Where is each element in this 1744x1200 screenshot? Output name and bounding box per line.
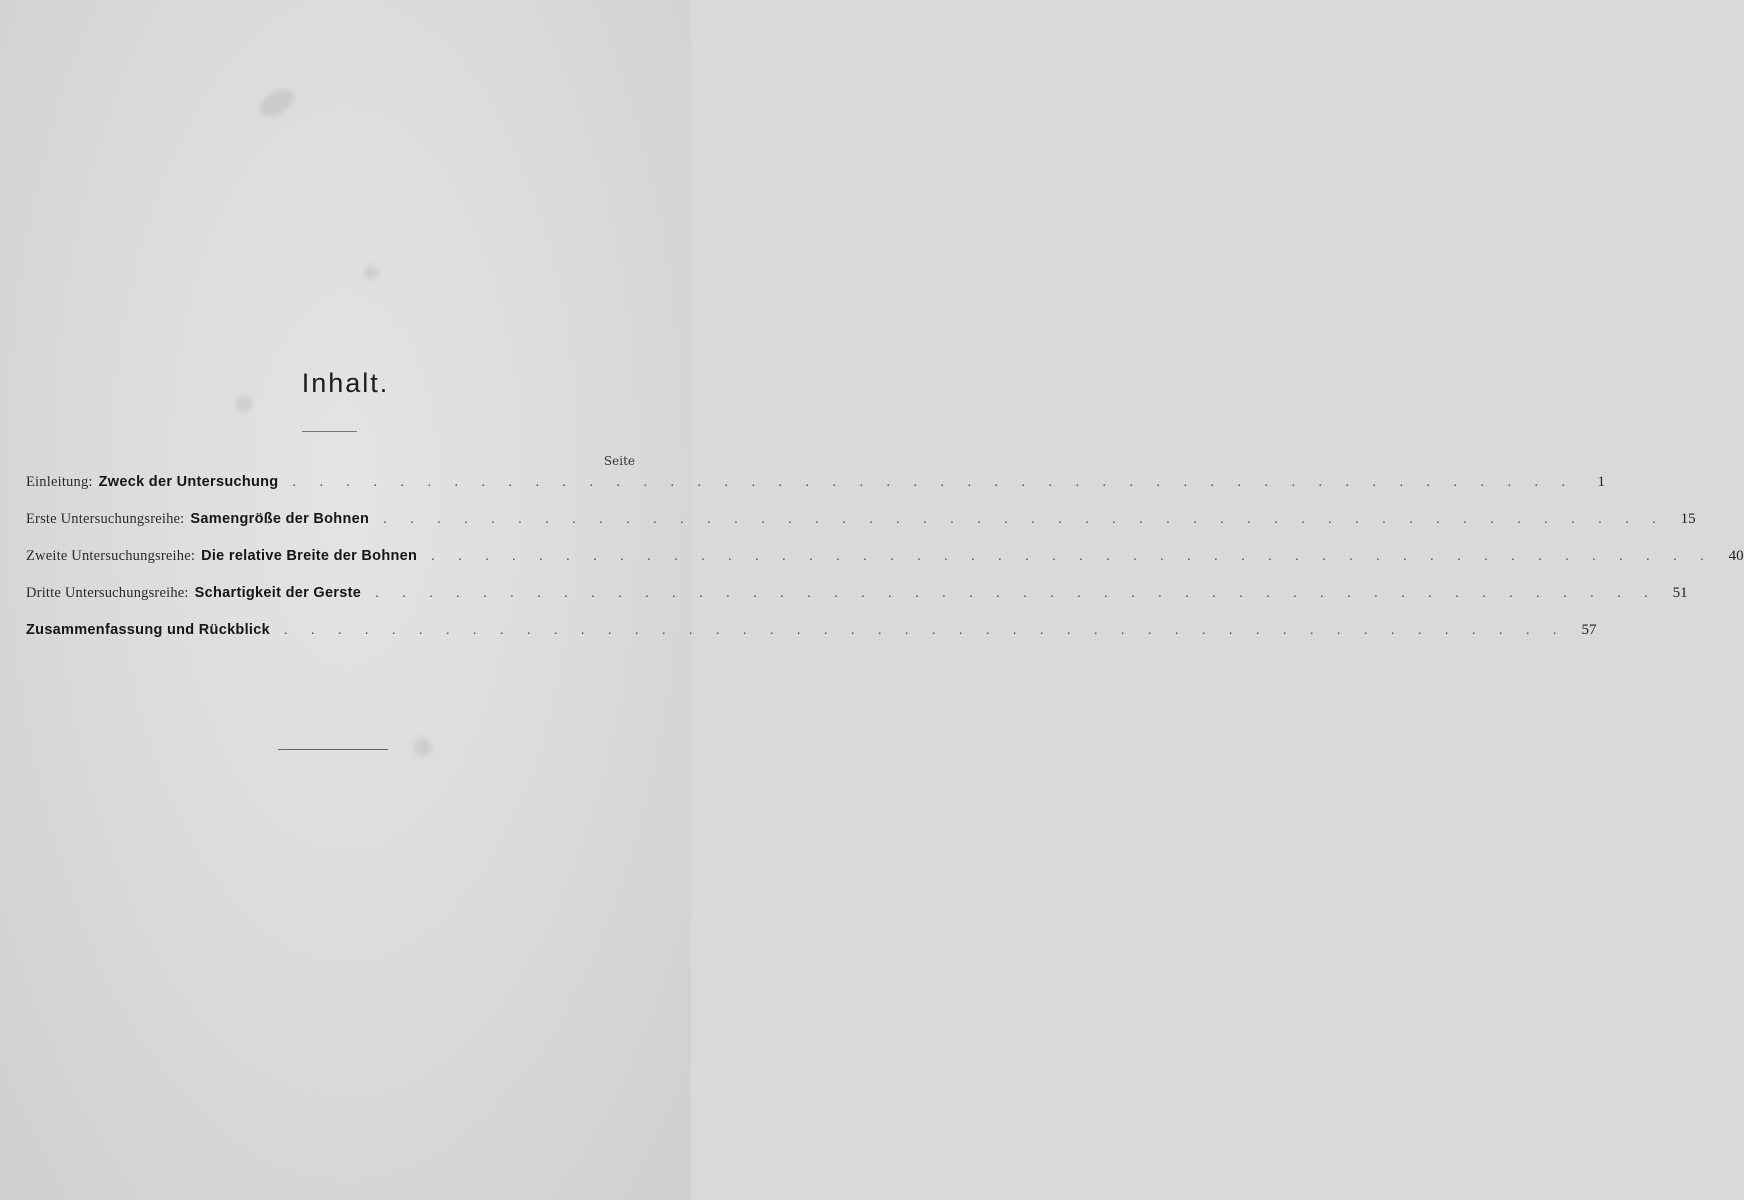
toc-entry-zweite-untersuchungsreihe[interactable] bbox=[26, 548, 1744, 585]
leader-dots: . . . . . . . . . . . . . . . . . . . . . . . . . . . . . . . . . . . . . . . . . . . . . . . . bbox=[292, 475, 1575, 490]
paper-stain bbox=[255, 84, 299, 122]
toc-entry-page: 51 bbox=[1672, 585, 1688, 601]
table-of-contents bbox=[26, 474, 1744, 659]
toc-entry-prefix: Einleitung: bbox=[26, 474, 93, 490]
page-title: Inhalt. bbox=[301, 368, 390, 398]
toc-entry-title: Zusammenfassung und Rückblick bbox=[26, 622, 270, 638]
paper-stain bbox=[364, 266, 378, 280]
toc-entry-title: Samengröße der Bohnen bbox=[190, 511, 370, 527]
title-divider bbox=[302, 431, 357, 432]
toc-entry-page: 1 bbox=[1597, 474, 1605, 490]
toc-entry-einleitung[interactable] bbox=[26, 474, 1605, 511]
closing-divider bbox=[278, 749, 388, 750]
toc-entry-erste-untersuchungsreihe[interactable] bbox=[26, 511, 1696, 548]
toc-entry-zusammenfassung[interactable] bbox=[26, 622, 1597, 659]
page-column-label: Seite bbox=[603, 454, 635, 468]
paper-stain bbox=[415, 738, 431, 756]
leader-dots: . . . . . . . . . . . . . . . . . . . . . . . . . . . . . . . . . . . . . . . . . . . . . . . . bbox=[383, 512, 1666, 527]
toc-entry-prefix: Erste Untersuchungsreihe: bbox=[26, 511, 185, 527]
toc-entry-title: Zweck der Untersuchung bbox=[98, 474, 279, 490]
toc-entry-title: Schartigkeit der Gerste bbox=[194, 585, 362, 601]
toc-entry-page: 15 bbox=[1680, 511, 1696, 527]
toc-entry-page: 40 bbox=[1728, 548, 1744, 564]
leader-dots: . . . . . . . . . . . . . . . . . . . . . . . . . . . . . . . . . . . . . . . . . . . . . . . . bbox=[431, 549, 1714, 564]
toc-entry-title: Die relative Breite der Bohnen bbox=[201, 548, 418, 564]
leader-dots: . . . . . . . . . . . . . . . . . . . . . . . . . . . . . . . . . . . . . . . . . . . . . . . . bbox=[375, 586, 1658, 601]
toc-entry-prefix: Dritte Untersuchungsreihe: bbox=[26, 585, 189, 601]
toc-entry-page: 57 bbox=[1581, 622, 1597, 638]
toc-entry-prefix: Zweite Untersuchungsreihe: bbox=[26, 548, 196, 564]
toc-entry-dritte-untersuchungsreihe[interactable] bbox=[26, 585, 1688, 622]
leader-dots: . . . . . . . . . . . . . . . . . . . . . . . . . . . . . . . . . . . . . . . . . . . . . . . . bbox=[283, 623, 1567, 638]
